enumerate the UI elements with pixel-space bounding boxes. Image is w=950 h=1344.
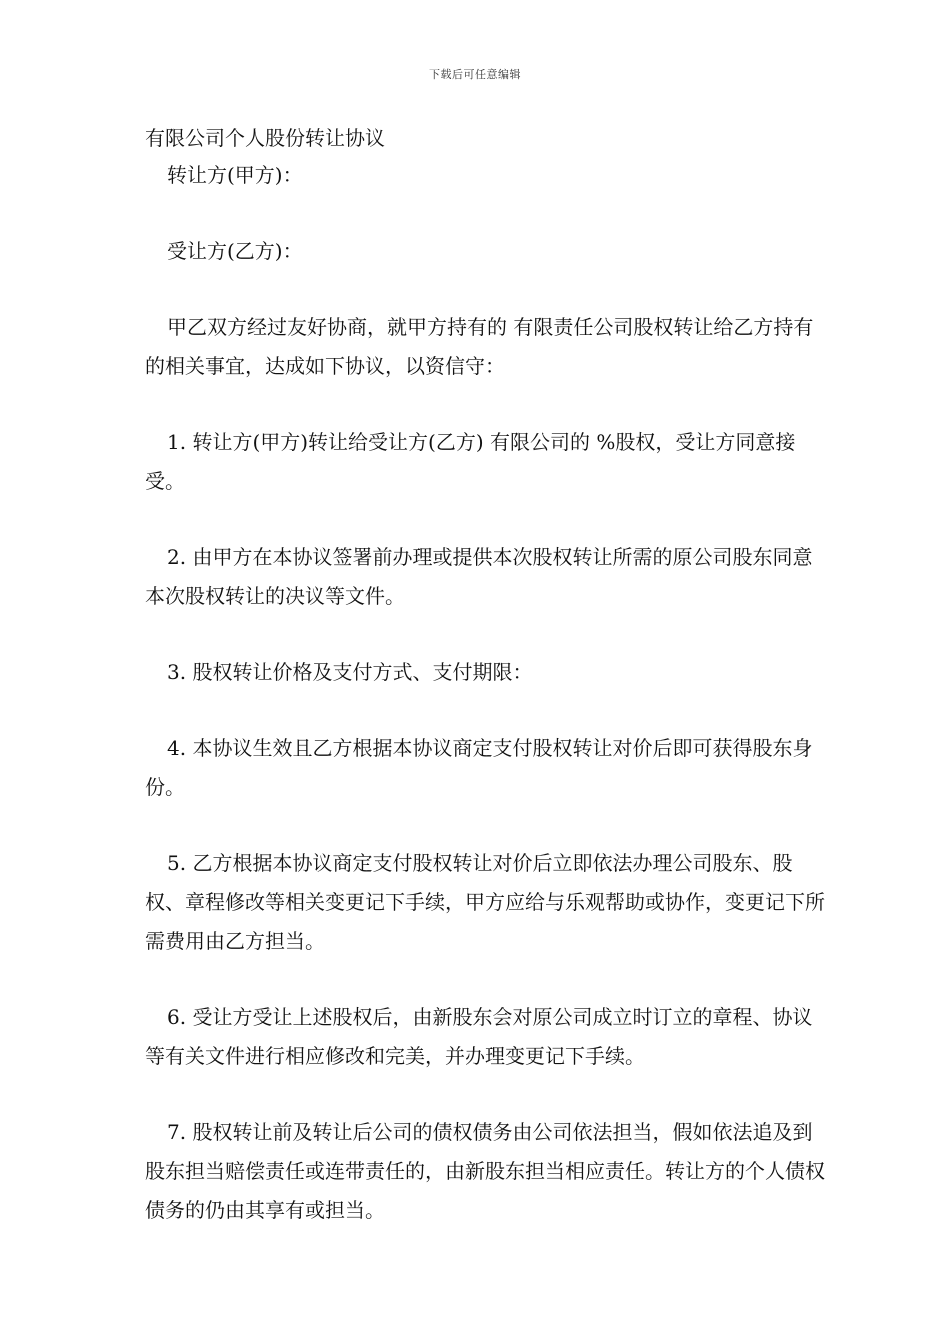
- spacer: [145, 386, 825, 423]
- spacer: [145, 807, 825, 844]
- clause-2: 2. 由甲方在本协议签署前办理或提供本次股权转让所需的原公司股东同意本次股权转让的决议等文件。: [145, 545, 813, 608]
- clause-1: 1. 转让方(甲方)转让给受让方(乙方) 有限公司的 %股权，受让方同意接受。: [145, 430, 796, 493]
- clause-7: 7. 股权转让前及转让后公司的债权债务由公司依法担当，假如依法追及到股东担当赔偿责任或连带责任的，由新股东担当相应责任。转让方的个人债权债务的仍由其享有或担当。: [145, 1120, 825, 1222]
- clause-4: 4. 本协议生效且乙方根据本协议商定支付股权转让对价后即可获得股东身份。: [145, 736, 813, 799]
- clause-3: 3. 股权转让价格及支付方式、支付期限：: [167, 660, 533, 684]
- transferor-line: 转让方(甲方)：: [167, 163, 303, 187]
- transferee-line: 受让方(乙方)：: [167, 239, 303, 263]
- spacer: [145, 271, 825, 308]
- spacer: [145, 616, 825, 653]
- document-title: 有限公司个人股份转让协议: [145, 126, 385, 150]
- spacer: [145, 692, 825, 729]
- intro-paragraph: 甲乙双方经过友好协商，就甲方持有的 有限责任公司股权转让给乙方持有的相关事宜，达成如下协议，以资信守：: [145, 315, 814, 378]
- spacer: [145, 501, 825, 538]
- spacer: [145, 1076, 825, 1113]
- spacer: [145, 961, 825, 998]
- document-body: [145, 120, 825, 1230]
- clause-5: 5. 乙方根据本协议商定支付股权转让对价后立即依法办理公司股东、股权、章程修改等相关变更记下手续，甲方应给与乐观帮助或协作，变更记下所需费用由乙方担当。: [145, 851, 825, 953]
- header-note: 下载后可任意编辑: [429, 68, 521, 81]
- spacer: [145, 195, 825, 232]
- clause-6: 6. 受让方受让上述股权后，由新股东会对原公司成立时订立的章程、协议等有关文件进行相应修改和完美，并办理变更记下手续。: [145, 1005, 813, 1068]
